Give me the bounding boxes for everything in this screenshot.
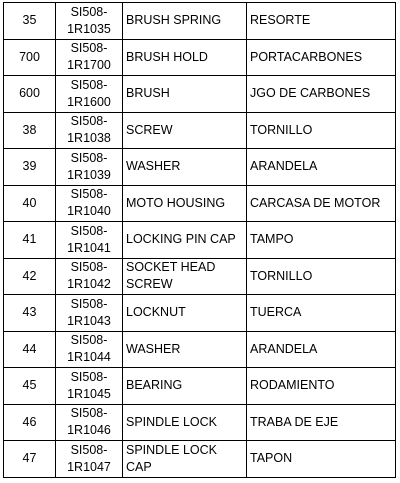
part-code-suffix: 1R1045 bbox=[67, 386, 111, 401]
table-row bbox=[4, 258, 396, 295]
part-code-suffix: 1R1041 bbox=[67, 240, 111, 255]
part-code-prefix: SI508- bbox=[70, 406, 108, 421]
english-description-cell: SOCKET HEAD SCREW bbox=[123, 258, 247, 295]
spanish-description-cell: TORNILLO bbox=[247, 112, 396, 149]
part-code-prefix: SI508- bbox=[70, 77, 108, 92]
part-code-cell bbox=[56, 76, 123, 113]
part-code-prefix: SI508- bbox=[70, 41, 108, 56]
part-code-suffix: 1R1035 bbox=[67, 21, 111, 36]
english-description-cell: WASHER bbox=[123, 331, 247, 368]
spanish-description-cell: RODAMIENTO bbox=[247, 368, 396, 405]
spanish-description-cell: ARANDELA bbox=[247, 331, 396, 368]
spanish-description-cell: ARANDELA bbox=[247, 149, 396, 186]
table-row bbox=[4, 368, 396, 405]
spanish-description-cell: TORNILLO bbox=[247, 258, 396, 295]
part-code-suffix: 1R1700 bbox=[67, 58, 111, 73]
english-description-cell: WASHER bbox=[123, 149, 247, 186]
spanish-description-cell: CARCASA DE MOTOR bbox=[247, 185, 396, 222]
part-number-cell: 42 bbox=[4, 258, 56, 295]
part-code-prefix: SI508- bbox=[70, 333, 108, 348]
part-number-cell: 40 bbox=[4, 185, 56, 222]
part-number-cell: 700 bbox=[4, 39, 56, 76]
english-description-cell: BEARING bbox=[123, 368, 247, 405]
part-code-prefix: SI508- bbox=[70, 4, 108, 19]
part-code-cell bbox=[56, 258, 123, 295]
part-code-prefix: SI508- bbox=[70, 223, 108, 238]
part-number-cell: 44 bbox=[4, 331, 56, 368]
table-row bbox=[4, 3, 396, 40]
part-code-cell bbox=[56, 331, 123, 368]
table-row bbox=[4, 441, 396, 478]
spanish-description-cell: RESORTE bbox=[247, 3, 396, 40]
part-code-suffix: 1R1046 bbox=[67, 423, 111, 438]
part-code-suffix: 1R1043 bbox=[67, 313, 111, 328]
part-code-suffix: 1R1038 bbox=[67, 131, 111, 146]
part-code-suffix: 1R1044 bbox=[67, 350, 111, 365]
english-description-cell: LOCKNUT bbox=[123, 295, 247, 332]
part-code-prefix: SI508- bbox=[70, 260, 108, 275]
part-number-cell: 41 bbox=[4, 222, 56, 259]
spanish-description-cell: TRABA DE EJE bbox=[247, 404, 396, 441]
part-number-cell: 600 bbox=[4, 76, 56, 113]
spanish-description-cell: TAPON bbox=[247, 441, 396, 478]
english-description-cell: SPINDLE LOCK CAP bbox=[123, 441, 247, 478]
english-description-cell: BRUSH bbox=[123, 76, 247, 113]
part-code-cell bbox=[56, 39, 123, 76]
part-code-cell bbox=[56, 441, 123, 478]
part-code-cell bbox=[56, 295, 123, 332]
part-code-suffix: 1R1042 bbox=[67, 277, 111, 292]
spanish-description-cell: JGO DE CARBONES bbox=[247, 76, 396, 113]
table-row bbox=[4, 185, 396, 222]
english-description-cell: BRUSH SPRING bbox=[123, 3, 247, 40]
table-row bbox=[4, 295, 396, 332]
part-code-cell bbox=[56, 149, 123, 186]
part-number-cell: 43 bbox=[4, 295, 56, 332]
part-number-cell: 39 bbox=[4, 149, 56, 186]
part-number-cell: 46 bbox=[4, 404, 56, 441]
part-code-prefix: SI508- bbox=[70, 114, 108, 129]
part-code-suffix: 1R1600 bbox=[67, 94, 111, 109]
part-code-cell bbox=[56, 404, 123, 441]
table-row bbox=[4, 149, 396, 186]
table-row bbox=[4, 76, 396, 113]
english-description-cell: SPINDLE LOCK bbox=[123, 404, 247, 441]
part-code-prefix: SI508- bbox=[70, 296, 108, 311]
part-code-suffix: 1R1039 bbox=[67, 167, 111, 182]
english-description-cell: MOTO HOUSING bbox=[123, 185, 247, 222]
part-code-suffix: 1R1040 bbox=[67, 204, 111, 219]
parts-table-body bbox=[4, 3, 396, 478]
part-code-suffix: 1R1047 bbox=[67, 459, 111, 474]
parts-table bbox=[3, 2, 396, 478]
part-code-prefix: SI508- bbox=[70, 150, 108, 165]
part-code-cell bbox=[56, 185, 123, 222]
part-number-cell: 35 bbox=[4, 3, 56, 40]
table-row bbox=[4, 331, 396, 368]
table-row bbox=[4, 404, 396, 441]
part-code-prefix: SI508- bbox=[70, 442, 108, 457]
table-row bbox=[4, 222, 396, 259]
part-code-cell bbox=[56, 222, 123, 259]
part-number-cell: 47 bbox=[4, 441, 56, 478]
table-row bbox=[4, 39, 396, 76]
english-description-cell: SCREW bbox=[123, 112, 247, 149]
table-row bbox=[4, 112, 396, 149]
part-code-prefix: SI508- bbox=[70, 187, 108, 202]
part-number-cell: 45 bbox=[4, 368, 56, 405]
spanish-description-cell: TAMPO bbox=[247, 222, 396, 259]
part-code-prefix: SI508- bbox=[70, 369, 108, 384]
part-code-cell bbox=[56, 3, 123, 40]
part-number-cell: 38 bbox=[4, 112, 56, 149]
spanish-description-cell: PORTACARBONES bbox=[247, 39, 396, 76]
english-description-cell: LOCKING PIN CAP bbox=[123, 222, 247, 259]
part-code-cell bbox=[56, 112, 123, 149]
part-code-cell bbox=[56, 368, 123, 405]
spanish-description-cell: TUERCA bbox=[247, 295, 396, 332]
english-description-cell: BRUSH HOLD bbox=[123, 39, 247, 76]
